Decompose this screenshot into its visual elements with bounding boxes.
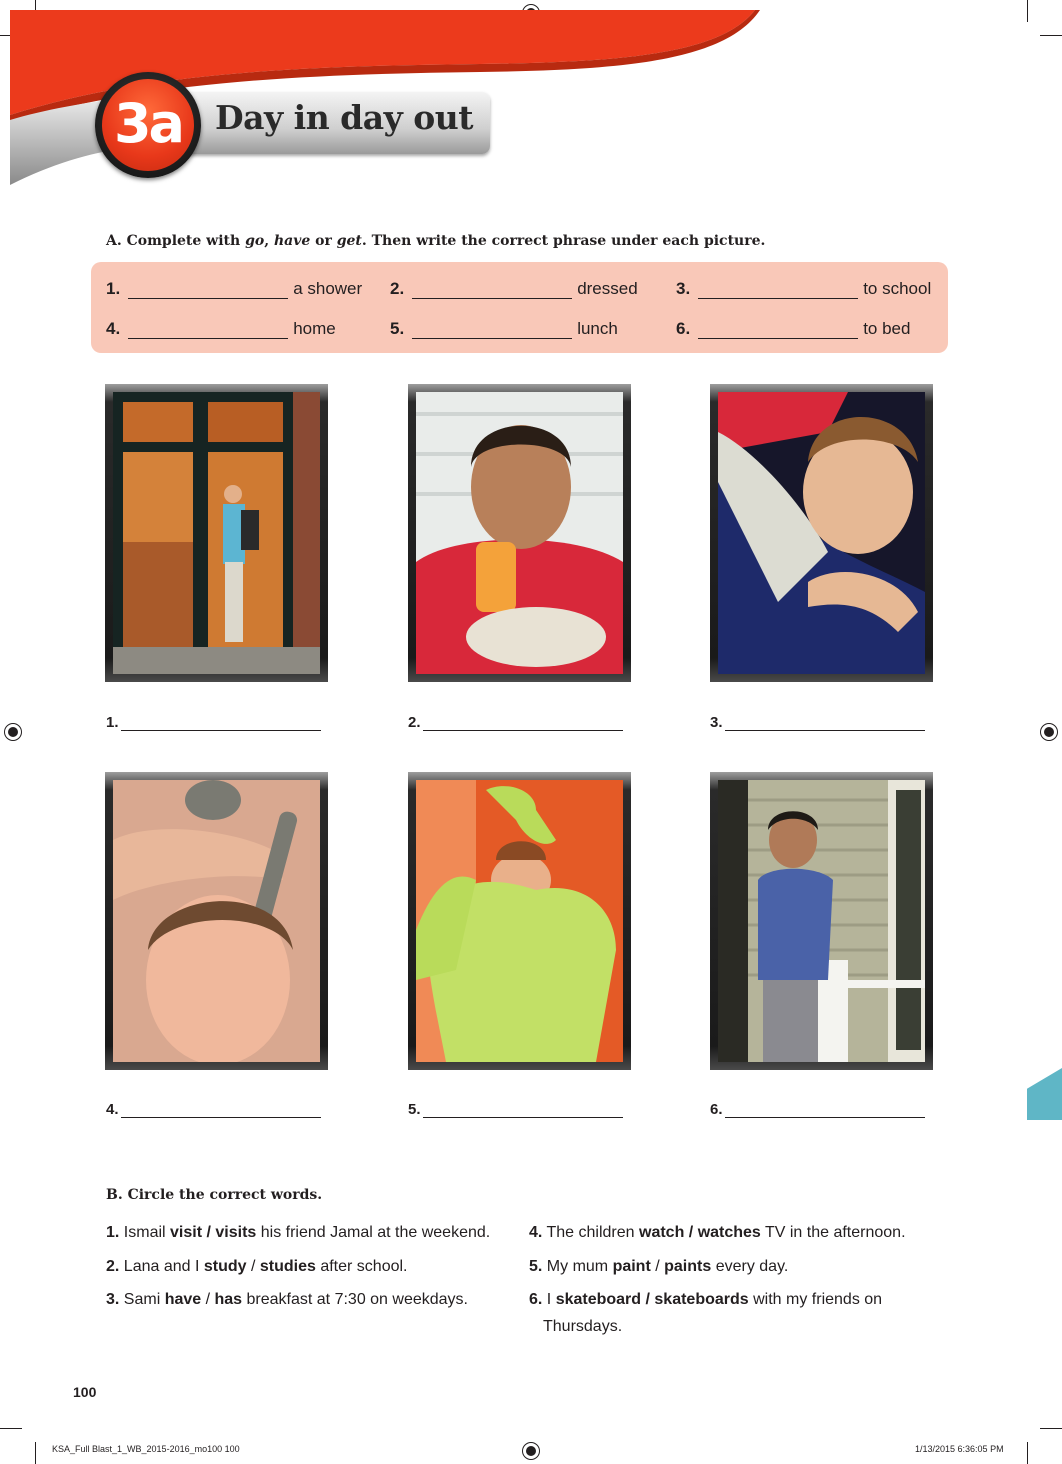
photo-have-lunch [408,384,631,682]
word-option[interactable]: skateboard [555,1291,642,1308]
photo-get-dressed [408,772,631,1070]
word-option[interactable]: watches [697,1224,761,1241]
exercise-item: 4. home [106,319,336,338]
answer-blank[interactable] [128,322,288,339]
exercise-box [91,262,948,353]
exercise-b-item: 1. Ismail visit / visits his friend Jamal at the weekend. [106,1224,491,1241]
registration-mark-icon [4,723,22,741]
word-option[interactable]: study [203,1258,247,1275]
photo-have-a-shower [105,772,328,1070]
registration-mark-icon [522,1442,540,1460]
side-tab [1027,1068,1062,1120]
exercise-b-item: 2. Lana and I study / studies after school. [106,1258,408,1275]
caption-line[interactable]: 2. [408,714,623,731]
crop-mark [1040,1428,1062,1429]
caption-line[interactable]: 1. [106,714,321,731]
word-option[interactable]: visits [215,1224,257,1241]
exercise-b-item-continuation: Thursdays. [543,1318,623,1335]
page-number: 100 [73,1384,97,1400]
word-option[interactable]: have [164,1291,202,1308]
exercise-item: 5. lunch [390,319,618,338]
exercise-b-item: 6. I skateboard / skateboards with my friends on [529,1291,883,1308]
word-option[interactable]: studies [259,1258,316,1275]
photo-go-to-bed [710,384,933,682]
word-option[interactable]: watch [639,1224,685,1241]
exercise-item: 3. to school [676,279,932,298]
crop-mark [0,1428,22,1429]
caption-line[interactable]: 3. [710,714,925,731]
caption-line[interactable]: 5. [408,1101,623,1118]
answer-blank[interactable] [698,322,858,339]
exercise-b-item: 5. My mum paint / paints every day. [529,1258,789,1275]
exercise-item: 6. to bed [676,319,911,338]
answer-blank[interactable] [412,282,572,299]
registration-mark-icon [1040,723,1058,741]
unit-badge [95,72,201,178]
word-option[interactable]: has [214,1291,243,1308]
answer-blank[interactable] [698,282,858,299]
exercise-item: 1. a shower [106,279,363,298]
footer-timestamp: 1/13/2015 6:36:05 PM [915,1444,1004,1454]
word-option[interactable]: paints [664,1258,712,1275]
page-title: Day in day out [215,98,474,137]
section-a-heading: A. Complete with go, have or get. Then write the correct phrase under each picture. [106,233,766,249]
section-b-heading: B. Circle the correct words. [106,1187,323,1203]
caption-line[interactable]: 6. [710,1101,925,1118]
word-option[interactable]: visit [170,1224,203,1241]
caption-line[interactable]: 4. [106,1101,321,1118]
crop-mark [1027,1442,1028,1464]
photo-go-to-school [105,384,328,682]
exercise-item: 2. dressed [390,279,638,298]
word-option[interactable]: paint [612,1258,651,1275]
answer-blank[interactable] [412,322,572,339]
exercise-b-item: 3. Sami have / has breakfast at 7:30 on weekdays. [106,1291,468,1308]
photo-go-home [710,772,933,1070]
word-option[interactable]: skateboards [654,1291,749,1308]
exercise-b-item: 4. The children watch / watches TV in the afternoon. [529,1224,906,1241]
crop-mark [35,1442,36,1464]
footer-file: KSA_Full Blast_1_WB_2015-2016_mo100 100 [52,1444,240,1454]
unit-badge-label: 3a [113,91,182,155]
answer-blank[interactable] [128,282,288,299]
